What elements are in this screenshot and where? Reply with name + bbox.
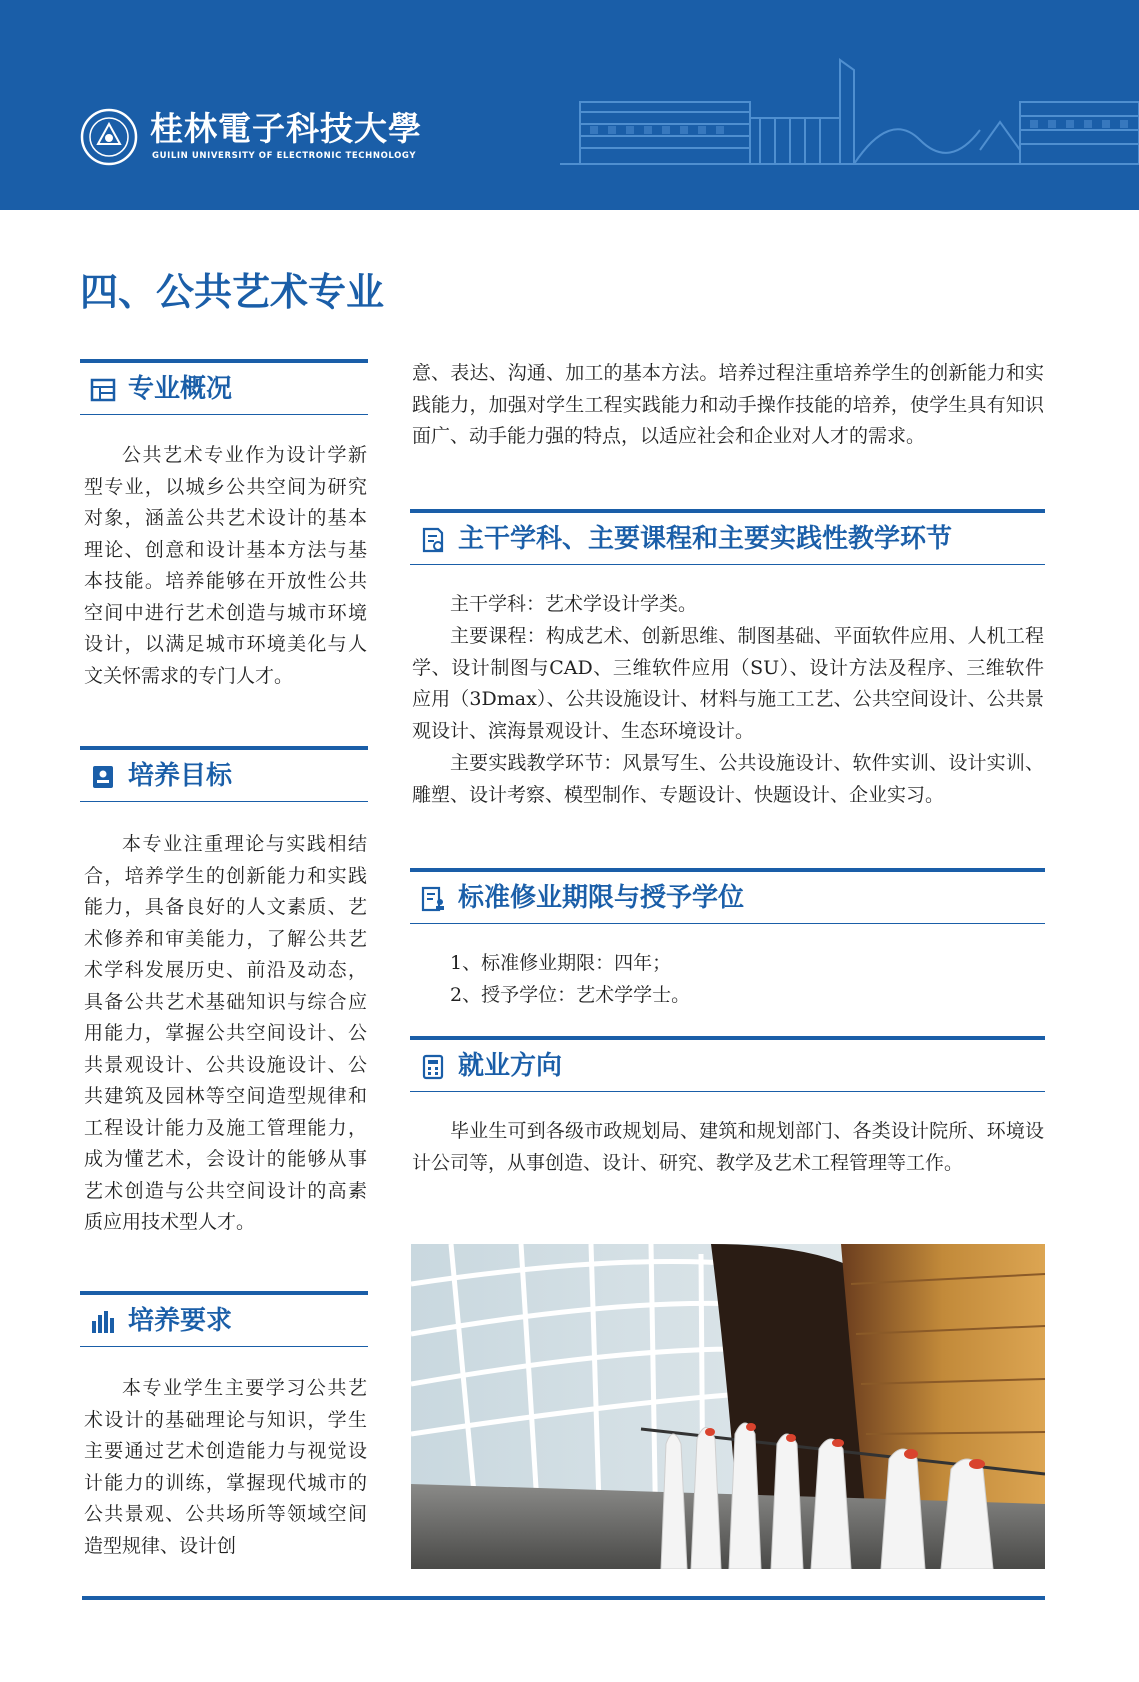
section-header-employment [410,1036,1045,1092]
curriculum-courses: 主要课程：构成艺术、创新思维、制图基础、平面软件应用、人机工程学、设计制图与CAD、三维软件应用（SU）、设计方法及程序、三维软件应用（3Dmax）、公共设施设计、材料与施工工艺、公共空间设计、公共景观设计、滨海景观设计、生态环境设计。 [412,625,1044,742]
bar-chart-icon [90,1309,116,1335]
duration-item: 2、授予学位：艺术学学士。 [450,984,691,1006]
employment-text: 毕业生可到各级市政规划局、建筑和规划部门、各类设计院所、环境设计公司等，从事创造、设计、研究、教学及艺术工程管理等工作。 [412,1120,1044,1174]
university-name-en: GUILIN UNIVERSITY OF ELECTRONIC TECHNOLOGY [152,151,417,161]
section-header-overview [80,359,368,415]
id-card-icon [90,764,116,790]
university-name-cn: 桂林電子科技大學 [150,109,422,148]
section-title-curriculum: 主干学科、主要课程和主要实践性教学环节 [458,524,953,554]
university-seal-icon [80,108,138,166]
section-header-curriculum [410,509,1045,565]
goals-text: 本专业注重理论与实践相结合，培养学生的创新能力和实践能力，具备良好的人文素质、艺术修养和审美能力，了解公共艺术学科发展历史、前沿及动态，具备公共艺术基础知识与综合应用能力，掌握公共空间设计、公共景观设计、公共设施设计、公共建筑及园林等空间造型规律和工程设计能力及施工管理能力，成为懂艺术，会设计的能够从事艺术创造与公共空间设计的高素质应用技术型人才。 [84,833,367,1233]
calculator-icon [420,1054,446,1080]
section-title-employment: 就业方向 [458,1051,563,1081]
requirements-text-right: 意、表达、沟通、加工的基本方法。培养过程注重培养学生的创新能力和实践能力，加强对学生工程实践能力和动手操作技能的培养，使学生具有知识面广、动手能力强的特点，以适应社会和企业对人才的需求。 [412,362,1044,447]
page-title: 四、公共艺术专业 [80,269,385,314]
section-header-requirements [80,1291,368,1347]
theater-atrium-sculptures-photo [411,1244,1045,1569]
section-title-overview: 专业概况 [128,374,233,404]
section-header-duration [410,868,1045,924]
requirements-text-left: 本专业学生主要学习公共艺术设计的基础理论与知识，学生主要通过艺术创造能力与视觉设计能力的训练，掌握现代城市的公共景观、公共场所等领域空间造型规律、设计创 [84,1377,367,1557]
header-band [0,0,1139,210]
campus-skyline-graphic [560,40,1139,180]
section-title-duration: 标准修业期限与授予学位 [458,883,745,913]
section-title-goals: 培养目标 [128,761,233,791]
curriculum-practice: 主要实践教学环节：风景写生、公共设施设计、软件实训、设计实训、雕塑、设计考察、模型制作、专题设计、快题设计、企业实习。 [412,752,1044,806]
curriculum-discipline: 主干学科：艺术学设计学类。 [450,593,698,615]
person-document-icon [420,886,446,912]
footer-rule [82,1596,1045,1600]
section-title-requirements: 培养要求 [128,1306,233,1336]
table-grid-icon [90,377,116,403]
overview-text: 公共艺术专业作为设计学新型专业，以城乡公共空间为研究对象，涵盖公共艺术设计的基本理论、创意和设计基本方法与基本技能。培养能够在开放性公共空间中进行艺术创造与城市环境设计，以满足城市环境美化与人文关怀需求的专门人才。 [84,444,367,687]
section-header-goals [80,746,368,802]
duration-item: 1、标准修业期限：四年； [450,952,672,974]
document-gear-icon [420,527,446,553]
